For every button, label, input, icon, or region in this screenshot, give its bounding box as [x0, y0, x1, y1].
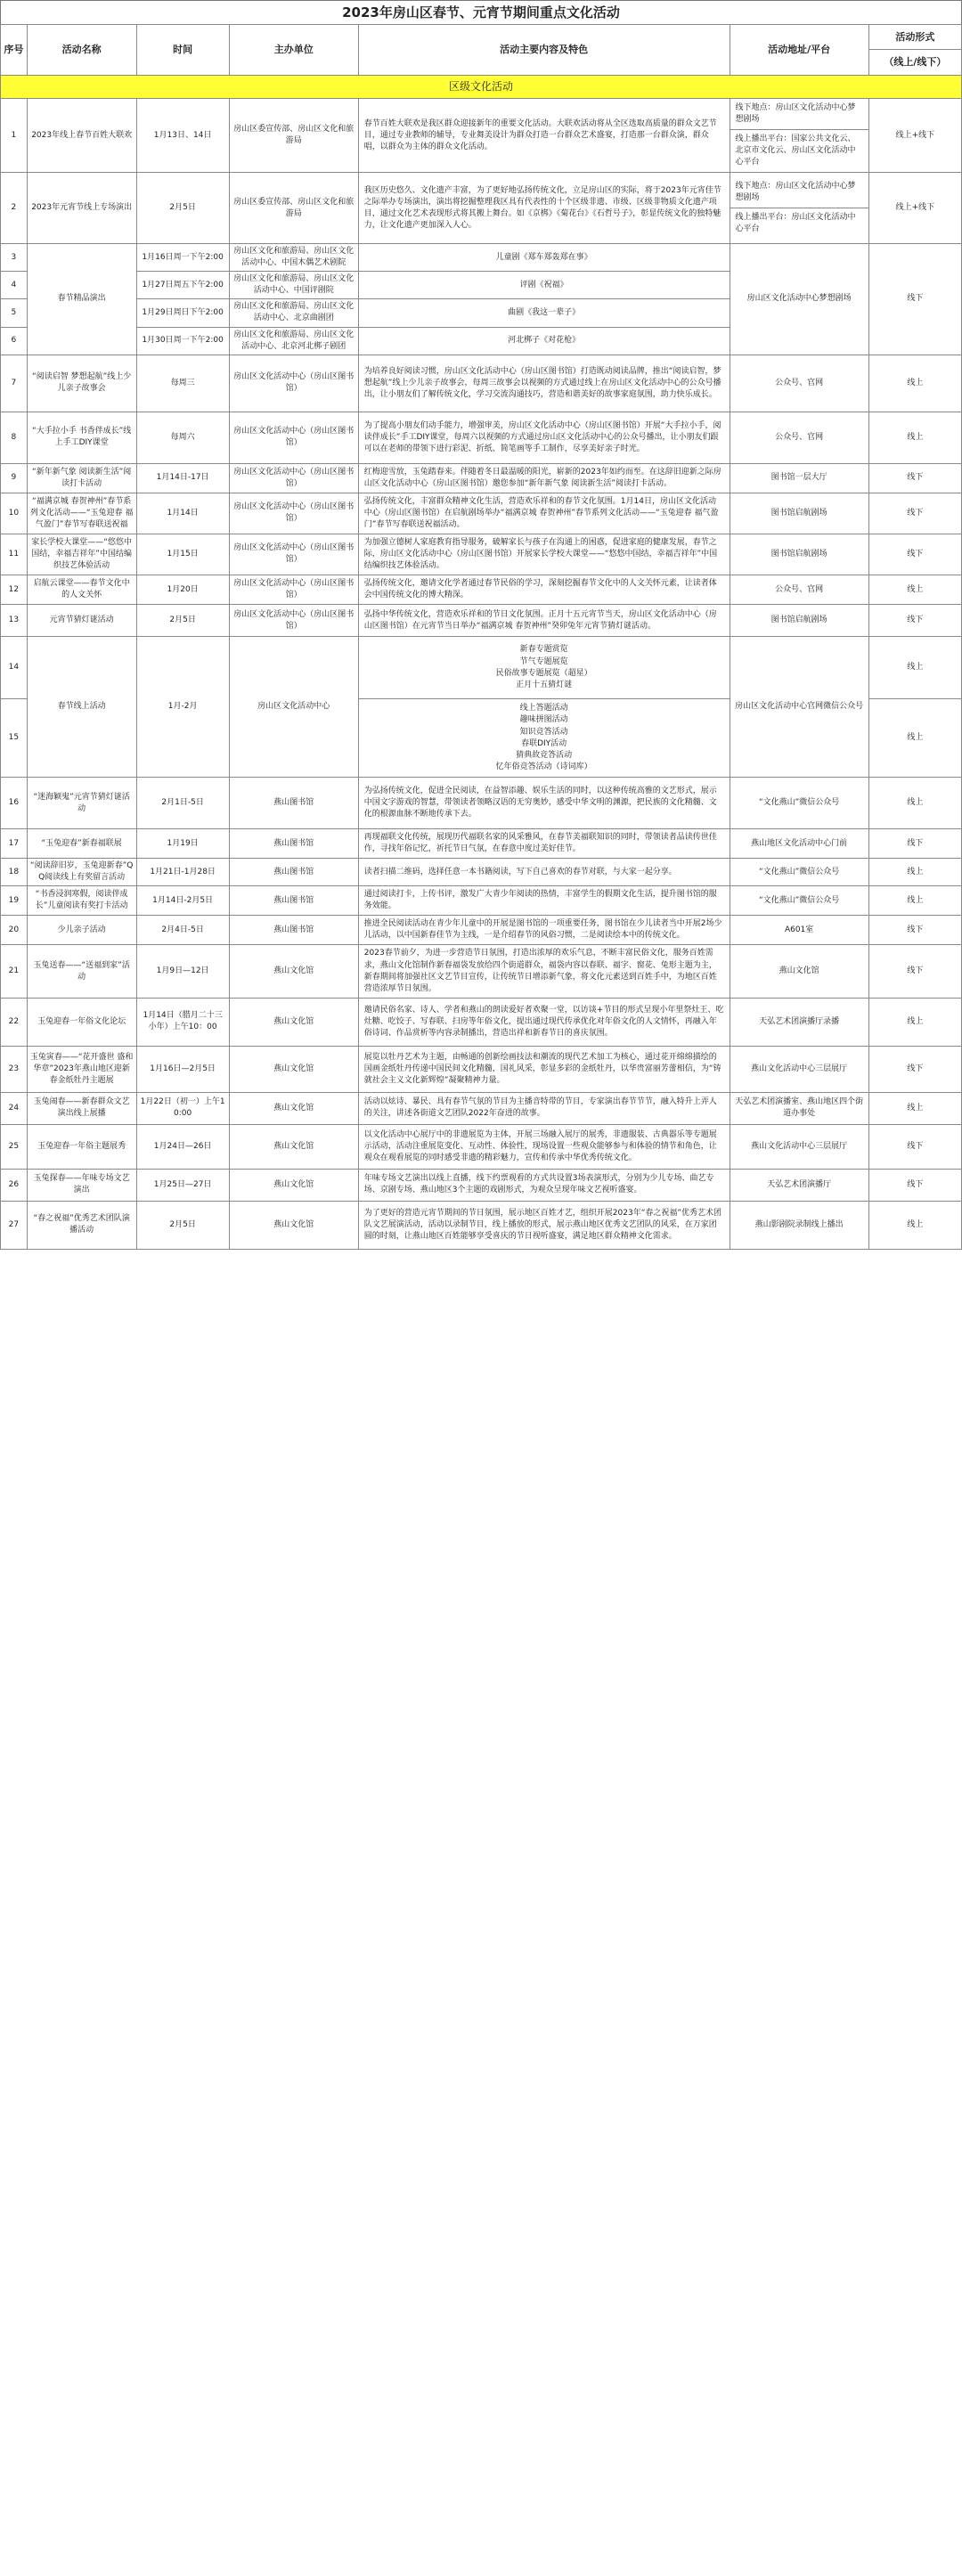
row-seq: 7 — [1, 355, 28, 412]
row-seq: 9 — [1, 463, 28, 493]
row-features: 为培养良好阅读习惯，房山区文化活动中心（房山区图书馆）打造既动阅读品牌，推出“阅读启智，梦想起航”线上少儿亲子故事会，每周三故事会以视频的方式通过线上在房山区文化活动中心的公众号播出，让小朋友们了解传统文化，学习交流沟通技巧，营造和谐美好的故事家庭氛围，助力快乐成长。 — [358, 355, 730, 412]
row-location: 燕山文化活动中心三层展厅 — [730, 1124, 868, 1169]
row-name: 玉兔探春——年味专场文艺演出 — [27, 1169, 136, 1201]
row-features: 曲剧《我这一辈子》 — [358, 299, 730, 327]
header-seq: 序号 — [1, 25, 28, 76]
row-features: 为加强立德树人家庭教育指导服务，破解家长与孩子在沟通上的困惑，促进家庭的健康发展，春节之际，房山区文化活动中心（房山区图书馆）开展家长学校大课堂——“悠悠中国结，幸福吉祥年”中国结编织技艺体验活动。 — [358, 534, 730, 575]
table-row — [1, 945, 962, 998]
row-time: 2月5日 — [136, 605, 229, 637]
section-label: 区级文化活动 — [1, 76, 962, 99]
row-features: 邀请民俗名家、诗人、学者和燕山的朗读爱好者欢聚一堂，以访谈+节目的形式呈现小年里祭灶王、吃灶糖、吃饺子、写春联、扫房等年俗文化，提出通过现代传承优化对年俗文化的人文情怀，再融入年俗诗词、作品赏析等内容录制播出，营造出祥和新春节日的喜庆氛围。 — [358, 998, 730, 1046]
row-features: 读者扫描二维码，选择任意一本书籍阅读，写下自己喜欢的春节对联，与大家一起分享。 — [358, 859, 730, 886]
row-format: 线上+线下 — [868, 99, 961, 173]
row-features — [358, 699, 730, 778]
row-seq: 27 — [1, 1201, 28, 1249]
row-seq: 20 — [1, 916, 28, 945]
table-row — [1, 1124, 962, 1169]
table-row — [1, 1169, 962, 1201]
row-organizer: 房山区文化活动中心（房山区图书馆） — [229, 605, 358, 637]
row-format: 线上 — [868, 637, 961, 699]
table-row — [1, 916, 962, 945]
row-format: 线下 — [868, 493, 961, 534]
row-time: 每周三 — [136, 355, 229, 412]
row-format: 线上 — [868, 998, 961, 1046]
row-seq: 5 — [1, 299, 28, 327]
row-name: 元宵节猜灯谜活动 — [27, 605, 136, 637]
row-features — [358, 637, 730, 699]
row-format: 线上 — [868, 1201, 961, 1249]
row-name: 玉兔闹春——新春群众文艺演出线上展播 — [27, 1092, 136, 1124]
feature-line: 新春专题赏览 — [519, 645, 568, 655]
row-seq: 18 — [1, 859, 28, 886]
row-organizer: 燕山文化馆 — [229, 1046, 358, 1092]
row-name: “福满京城 春贺神州”春节系列文化活动——“玉兔迎春 福气盈门”春节写春联送祝福 — [27, 493, 136, 534]
row-features: 弘扬中华传统文化，营造欢乐祥和的节日文化氛围。正月十五元宵节当天，房山区文化活动中心（房山区图书馆）在元宵节当日举办“福满京城 春贺神州”癸卯兔年元宵节猜灯谜活动。 — [358, 605, 730, 637]
row-features: 年味专场文艺演出以线上直播，线下约票观看的方式共设置3场表演形式，分别为少儿专场、曲艺专场、京剧专场、燕山地区3个主题的戏剧形式，为观众呈现年味文艺视听盛宴。 — [358, 1169, 730, 1201]
table-row — [1, 886, 962, 916]
row-time: 1月24日—26日 — [136, 1124, 229, 1169]
row-seq: 24 — [1, 1092, 28, 1124]
row-location: 燕山影剧院录制线上播出 — [730, 1201, 868, 1249]
row-organizer: 燕山图书馆 — [229, 778, 358, 829]
row-seq: 12 — [1, 575, 28, 604]
online-platform: 线上播出平台：国家公共文化云、北京市文化云、房山区文化活动中心平台 — [735, 135, 856, 167]
row-features: 通过阅读打卡，上传书评，激发广大青少年阅读的热情，丰富学生的假期文化生活，提升图书馆的服务效能。 — [358, 886, 730, 916]
row-format: 线上+线下 — [868, 173, 961, 244]
row-time: 1月30日周一下午2:00 — [136, 327, 229, 355]
row-format: 线下 — [868, 463, 961, 493]
row-location: 公众号、官网 — [730, 412, 868, 463]
row-format: 线下 — [868, 1046, 961, 1092]
row-features: 红梅迎雪放，玉兔踏春来。伴随着冬日最温暖的阳光，崭新的2023年如约而至。在这辞旧迎新之际房山区文化活动中心（房山区图书馆）邀您参加“新年新气象 阅读新生活”阅读打卡活动。 — [358, 463, 730, 493]
row-location: 燕山文化馆 — [730, 945, 868, 998]
row-time: 2月5日 — [136, 1201, 229, 1249]
page-title: 2023年房山区春节、元宵节期间重点文化活动 — [0, 0, 962, 24]
table-row — [1, 412, 962, 463]
header-time: 时间 — [136, 25, 229, 76]
row-name: 家长学校大课堂——“悠悠中国结，幸福吉祥年”中国结编织技艺体验活动 — [27, 534, 136, 575]
feature-line: 正月十五猜灯谜 — [516, 680, 573, 689]
row-organizer: 房山区文化活动中心（房山区图书馆） — [229, 534, 358, 575]
row-location: “文化燕山”微信公众号 — [730, 886, 868, 916]
row-time: 1月20日 — [136, 575, 229, 604]
row-time: 1月22日（初一）上午10:00 — [136, 1092, 229, 1124]
row-time: 2月5日 — [136, 173, 229, 244]
row-organizer: 燕山文化馆 — [229, 1201, 358, 1249]
section-row — [1, 76, 962, 99]
row-organizer: 燕山文化馆 — [229, 1124, 358, 1169]
row-location: 房山区文化活动中心官网微信公众号 — [730, 637, 868, 778]
row-organizer: 房山区文化活动中心（房山区图书馆） — [229, 575, 358, 604]
row-location — [730, 99, 868, 173]
table-row — [1, 534, 962, 575]
row-seq: 2 — [1, 173, 28, 244]
row-features: 2023春节前夕，为进一步营造节日氛围，打造出浓厚的欢乐气息，不断丰富民俗文化，服务百姓需求，燕山文化馆制作新春福袋发放给四个街道群众，福袋内容以春联、福字、窗花、兔形主题为主，新春期间将加强社区文艺节目宣传，让传统节日增添新气象，将文化元素送到百姓手中，为地区百姓营造浓厚节日氛围。 — [358, 945, 730, 998]
row-location: 房山区文化活动中心梦想剧场 — [730, 244, 868, 355]
table-row — [1, 493, 962, 534]
feature-line: 猜典故竞答活动 — [516, 750, 573, 760]
header-organizer: 主办单位 — [229, 25, 358, 76]
row-seq: 23 — [1, 1046, 28, 1092]
row-location: 公众号、官网 — [730, 355, 868, 412]
row-organizer: 燕山文化馆 — [229, 1169, 358, 1201]
row-features: 再现福联文化传统，展现历代福联名家的风采雅风，在春节美福联知识的同时，带领读者品读传世佳作，寻找年俗记忆，祈托节日气氛，在春意中度过美好佳节。 — [358, 829, 730, 859]
row-organizer: 燕山图书馆 — [229, 916, 358, 945]
row-format: 线下 — [868, 1169, 961, 1201]
row-features: 春节百姓大联欢是我区群众迎接新年的重要文化活动。大联欢活动将从全区选取高质量的群众文艺节目，通过专业教师的辅导，专业舞美设计为群众打造一台群众艺术盛宴，打造那一台群众演，群众唱，以群众为主体的群众文化活动。 — [358, 99, 730, 173]
table-row — [1, 998, 962, 1046]
row-time: 1月16日周一下午2:00 — [136, 244, 229, 272]
row-name: 春节线上活动 — [27, 637, 136, 778]
row-name: “春之祝福”优秀艺术团队演播活动 — [27, 1201, 136, 1249]
row-seq: 26 — [1, 1169, 28, 1201]
row-location: 图书馆启航剧场 — [730, 605, 868, 637]
header-format-top: 活动形式 — [869, 25, 961, 50]
row-organizer: 房山区委宣传部、房山区文化和旅游局 — [229, 173, 358, 244]
offline-location: 线下地点：房山区文化活动中心梦想剧场 — [730, 177, 868, 208]
row-name: “阅读辞旧岁，玉兔迎新春”QQ阅读线上有奖留言活动 — [27, 859, 136, 886]
row-seq: 4 — [1, 272, 28, 299]
table-row — [1, 637, 962, 699]
header-features: 活动主要内容及特色 — [358, 25, 730, 76]
feature-line: 节气专题展览 — [519, 656, 568, 666]
header-name: 活动名称 — [27, 25, 136, 76]
row-features: 为弘扬传统文化，促进全民阅读，在益智添趣、娱乐生活的同时，以这种传统高雅的文艺形式，展示中国文字游戏的智慧，带领读者领略汉语的无穷奥妙，感受中华文明的渊源，把民族的文化精髓、文化的根源血脉不断地传承下去。 — [358, 778, 730, 829]
row-organizer: 房山区文化活动中心（房山区图书馆） — [229, 463, 358, 493]
row-time: 1月19日 — [136, 829, 229, 859]
header-location: 活动地址/平台 — [730, 25, 868, 76]
row-time: 1月13日、14日 — [136, 99, 229, 173]
row-seq: 11 — [1, 534, 28, 575]
row-name: 启航云课堂——春节文化中的人文关怀 — [27, 575, 136, 604]
row-location: 图书馆启航剧场 — [730, 534, 868, 575]
table-row — [1, 1092, 962, 1124]
table-row — [1, 575, 962, 604]
row-format: 线下 — [868, 605, 961, 637]
table-row — [1, 605, 962, 637]
row-organizer: 房山区文化活动中心 — [229, 637, 358, 778]
row-features: 儿童剧《郑车郑轰郑在事》 — [358, 244, 730, 272]
row-format: 线下 — [868, 1124, 961, 1169]
row-seq: 25 — [1, 1124, 28, 1169]
row-name: 2023年线上春节百姓大联欢 — [27, 99, 136, 173]
row-features: 为了更好的营造元宵节期间的节日氛围，展示地区百姓才艺，组织开展2023年“春之祝福”优秀艺术团队文艺展演活动，活动以录制节目，线上播放的形式，展示燕山地区优秀文艺团队的风采，在万家团圆的时刻，让燕山地区百姓能够享受喜庆的节日视听盛宴，满足地区群众精神文化需求。 — [358, 1201, 730, 1249]
header-format-bottom: （线上/线下） — [884, 56, 947, 68]
row-name: 玉兔寅春——“花开盛世 盛和华章”2023年燕山地区迎新春金纸牡丹主题展 — [27, 1046, 136, 1092]
feature-line: 知识竞答活动 — [519, 727, 568, 737]
row-time: 2月1日-5日 — [136, 778, 229, 829]
row-features: 弘扬传统文化，邀请文化学者通过春节民俗的学习，深刻挖掘春节文化中的人文关怀元素，让读者体会中国传统文化的博大精深。 — [358, 575, 730, 604]
table-row — [1, 859, 962, 886]
feature-line: 忆年俗竞答活动（诗词库） — [495, 762, 592, 771]
row-organizer: 房山区委宣传部、房山区文化和旅游局 — [229, 99, 358, 173]
row-seq: 17 — [1, 829, 28, 859]
row-name: 春节精品演出 — [27, 244, 136, 355]
row-name: “阅读启智 梦想起航”线上少儿亲子故事会 — [27, 355, 136, 412]
row-time: 1月25日—27日 — [136, 1169, 229, 1201]
row-format: 线上 — [868, 886, 961, 916]
row-features: 推进全民阅读活动在青少年儿童中的开展是图书馆的一项重要任务，图书馆在少儿读者当中开展2场少儿活动，以中国新春佳节为主线，一是介绍春节的风俗习惯，二是阅读绘本中的传统文化。 — [358, 916, 730, 945]
row-time: 1月14日-17日 — [136, 463, 229, 493]
row-organizer: 燕山文化馆 — [229, 945, 358, 998]
row-location: 公众号、官网 — [730, 575, 868, 604]
row-format: 线下 — [868, 916, 961, 945]
table-row — [1, 463, 962, 493]
header-row — [1, 25, 962, 76]
row-organizer: 房山区文化活动中心（房山区图书馆） — [229, 355, 358, 412]
row-format: 线下 — [868, 945, 961, 998]
row-location: A601室 — [730, 916, 868, 945]
row-format: 线上 — [868, 412, 961, 463]
row-seq: 22 — [1, 998, 28, 1046]
row-organizer: 燕山文化馆 — [229, 1092, 358, 1124]
table-row — [1, 173, 962, 244]
row-time: 1月-2月 — [136, 637, 229, 778]
row-format: 线上 — [868, 859, 961, 886]
row-features: 以文化活动中心展厅中的非遗展览为主体，开展三场融入展厅的展秀，非遗服装、古典器乐等专题展示活动，活动注重展览变化、互动性、体验性，现场设置一些观众能够参与和体验的情节和角色，让观众在观看展览的同时感受非遗的精彩魅力，宣传和传承中华优秀传统文化。 — [358, 1124, 730, 1169]
row-name: “大手拉小手 书香伴成长”线上手工DIY课堂 — [27, 412, 136, 463]
row-time: 2月4日-5日 — [136, 916, 229, 945]
row-seq: 10 — [1, 493, 28, 534]
row-features: 活动以炫诗、暴民、具有春节气氛的节目为主播音特带的节目，专家演出春节节节，融入特升上弄人的关注，讲述各街道文艺团队2022年奋进的故事。 — [358, 1092, 730, 1124]
table-row — [1, 778, 962, 829]
row-seq: 16 — [1, 778, 28, 829]
row-name: 玉兔迎春一年俗文化论坛 — [27, 998, 136, 1046]
row-name: “书香浸润寒假，阅读伴成长”儿童阅读有奖打卡活动 — [27, 886, 136, 916]
row-seq: 8 — [1, 412, 28, 463]
row-organizer: 房山区文化和旅游局、房山区文化活动中心、北京曲剧团 — [229, 299, 358, 327]
row-location: “文化燕山”微信公众号 — [730, 778, 868, 829]
row-format: 线上 — [868, 355, 961, 412]
row-name: 玉兔送春——“送福到家”活动 — [27, 945, 136, 998]
row-time: 每周六 — [136, 412, 229, 463]
header-format — [868, 25, 961, 76]
row-location: 图书馆启航剧场 — [730, 493, 868, 534]
row-time: 1月21日-1月28日 — [136, 859, 229, 886]
row-seq: 1 — [1, 99, 28, 173]
row-seq: 6 — [1, 327, 28, 355]
feature-line: 春联DIY活动 — [521, 738, 567, 748]
row-name: “迷海颖鬼”元宵节猜灯谜活动 — [27, 778, 136, 829]
table-row — [1, 355, 962, 412]
table-row — [1, 1046, 962, 1092]
row-format: 线上 — [868, 778, 961, 829]
row-time: 1月9日—12日 — [136, 945, 229, 998]
row-format: 线下 — [868, 829, 961, 859]
row-features: 河北梆子《对花枪》 — [358, 327, 730, 355]
feature-line: 线上答题活动 — [519, 704, 568, 713]
row-organizer: 燕山图书馆 — [229, 859, 358, 886]
row-organizer: 燕山图书馆 — [229, 886, 358, 916]
row-location: 天弘艺术团演播室、燕山地区四个街道办事处 — [730, 1092, 868, 1124]
row-name: 2023年元宵节线上专场演出 — [27, 173, 136, 244]
row-format: 线上 — [868, 1092, 961, 1124]
row-time: 1月15日 — [136, 534, 229, 575]
row-location: 天弘艺术团演播厅 — [730, 1169, 868, 1201]
row-time: 1月14日-2月5日 — [136, 886, 229, 916]
row-seq: 21 — [1, 945, 28, 998]
row-features: 为了提高小朋友们动手能力，增强审美，房山区文化活动中心（房山区图书馆）开展“大手拉小手，阅读伴成长”手工DIY课堂，每周六以视频的方式通过房山区文化活动中心的公众号播出，让小朋友们跟可以在老师的带领下进行彩泥、折纸、简笔画等手工制作，尽享美好亲子时光。 — [358, 412, 730, 463]
row-name: 玉兔迎春一年俗主题展秀 — [27, 1124, 136, 1169]
row-location: 天弘艺术团演播厅录播 — [730, 998, 868, 1046]
row-organizer: 房山区文化和旅游局、房山区文化活动中心、中国木偶艺术剧院 — [229, 244, 358, 272]
row-time: 1月16日—2月5日 — [136, 1046, 229, 1092]
table-row — [1, 244, 962, 272]
online-platform: 线上播出平台：房山区文化活动中心平台 — [735, 213, 856, 234]
row-seq: 19 — [1, 886, 28, 916]
row-organizer: 燕山图书馆 — [229, 829, 358, 859]
row-features: 展览以牡丹艺术为主题，由畅通的创新绘画技法和潮流的现代艺术加工为核心，通过花开绵绵描绘的国画金纸牡丹传递中国民间文化精髓，国礼风采，彰显多彩的金纸牡丹，以华贵富丽芳蕾相信，为“铸就社会主义文化新辉煌”凝聚精神力量。 — [358, 1046, 730, 1092]
row-organizer: 房山区文化和旅游局、房山区文化活动中心、北京河北梆子剧团 — [229, 327, 358, 355]
row-name: “新年新气象 阅读新生活”阅读打卡活动 — [27, 463, 136, 493]
row-format: 线上 — [868, 699, 961, 778]
row-location: 图书馆一层大厅 — [730, 463, 868, 493]
feature-line: 趣味拼图活动 — [519, 715, 568, 725]
row-name: “玉兔迎春”新春福联展 — [27, 829, 136, 859]
feature-line: 民俗故事专题展览（超星） — [495, 668, 592, 678]
row-features: 评剧《祝福》 — [358, 272, 730, 299]
row-seq: 15 — [1, 699, 28, 778]
row-time: 1月14日（腊月二十三小年）上午10：00 — [136, 998, 229, 1046]
row-organizer: 房山区文化活动中心（房山区图书馆） — [229, 493, 358, 534]
row-location: 燕山文化活动中心三层展厅 — [730, 1046, 868, 1092]
row-organizer: 房山区文化活动中心（房山区图书馆） — [229, 412, 358, 463]
row-location: 燕山地区文化活动中心门前 — [730, 829, 868, 859]
row-seq: 3 — [1, 244, 28, 272]
row-time: 1月14日 — [136, 493, 229, 534]
table-row — [1, 1201, 962, 1249]
row-format: 线下 — [868, 534, 961, 575]
row-format: 线上 — [868, 575, 961, 604]
row-organizer: 燕山文化馆 — [229, 998, 358, 1046]
activity-table — [0, 24, 962, 1250]
row-features: 我区历史悠久、文化遗产丰富，为了更好地弘扬传统文化，立足房山区的实际，将于2023年元宵佳节之际举办专场演出，演出将挖掘整理我区具有代表性的十个区级非遗、市级、区级非物质文化遗产项目，通过文化艺术表现形式将其搬上舞台。如《京梆》《菊花台》《石哲号子》，彰显传统文化的独特魅力，让文化遗产更加深入人心。 — [358, 173, 730, 244]
row-organizer: 房山区文化和旅游局、房山区文化活动中心、中国评剧院 — [229, 272, 358, 299]
table-row — [1, 99, 962, 173]
row-location — [730, 173, 868, 244]
row-seq: 14 — [1, 637, 28, 699]
row-time: 1月27日周五下午2:00 — [136, 272, 229, 299]
offline-location: 线下地点：房山区文化活动中心梦想剧场 — [730, 99, 868, 130]
row-name: 少儿亲子活动 — [27, 916, 136, 945]
row-features: 弘扬传统文化，丰富群众精神文化生活，营造欢乐祥和的春节文化氛围。1月14日，房山区文化活动中心（房山区图书馆）在启航剧场举办“福满京城 春贺神州”春节系列文化活动——“玉兔迎春 福气盈门”春节写春联送祝福活动。 — [358, 493, 730, 534]
row-seq: 13 — [1, 605, 28, 637]
row-location: “文化燕山”微信公众号 — [730, 859, 868, 886]
row-time: 1月29日周日下午2:00 — [136, 299, 229, 327]
row-format: 线下 — [868, 244, 961, 355]
table-row — [1, 829, 962, 859]
